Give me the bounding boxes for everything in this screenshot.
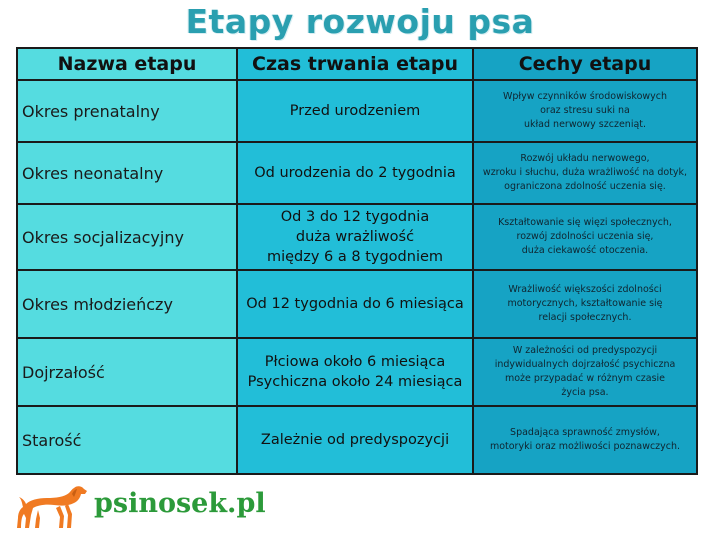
stage-name-cell: Okres prenatalny [17,80,237,142]
duration-line: Od 3 do 12 tygodnia [280,209,430,225]
stage-name-cell: Dojrzałość [17,338,237,406]
stage-name-cell: Starość [17,406,237,474]
features-line: motoryki oraz możliwości poznawczych. [489,441,681,452]
duration-line: między 6 a 8 tygodniem [266,249,444,265]
features-line: życia psa. [561,387,609,398]
page-title: Etapy rozwoju psa [185,2,535,41]
stage-features-cell [473,406,697,474]
features-line: Kształtowanie się więzi społecznych, [498,217,672,228]
features-line: motorycznych, kształtowanie się [507,298,663,309]
header-stage-features: Cechy etapu [473,48,697,80]
features-line: relacji społecznych. [538,312,632,323]
duration-line: Psychiczna około 24 miesiąca [247,374,463,390]
features-line: indywidualnych dojrzałość psychiczna [494,359,676,370]
features-line: układ nerwowy szczeniąt. [523,119,647,130]
table-row [17,338,697,406]
brand-name: psinosek.pl [94,488,266,519]
header-stage-name: Nazwa etapu [17,48,237,80]
dog-icon [16,482,88,532]
features-line: W zależności od predyspozycji [512,345,658,356]
stage-duration-cell [237,270,473,338]
duration-line: duża wrażliwość [295,229,415,245]
stage-name-cell: Okres młodzieńczy [17,270,237,338]
table-row [17,80,697,142]
duration-line: Płciowa około 6 miesiąca [264,354,446,370]
features-line: Spadająca sprawność zmysłów, [510,427,660,438]
features-line: Wpływ czynników środowiskowych [502,91,668,102]
stage-name-cell: Okres socjalizacyjny [17,204,237,270]
features-line: ograniczona zdolność uczenia się. [504,181,666,192]
duration-line: Od 12 tygodnia do 6 miesiąca [246,296,464,312]
features-line: Rozwój układu nerwowego, [520,153,650,164]
table-row [17,204,697,270]
duration-line: Zależnie od predyspozycji [260,432,450,448]
stage-features-cell [473,338,697,406]
stage-features-cell [473,142,697,204]
features-line: Wrażliwość większości zdolności [508,284,662,295]
brand-logo[interactable] [16,478,316,534]
features-line: oraz stresu suki na [540,105,630,116]
table-row [17,270,697,338]
table-row [17,406,697,474]
duration-line: Od urodzenia do 2 tygodnia [254,165,456,181]
stages-table [16,47,698,475]
stage-duration-cell [237,338,473,406]
duration-line: Przed urodzeniem [289,103,421,119]
features-line: może przypadać w różnym czasie [504,373,666,384]
stage-name-cell: Okres neonatalny [17,142,237,204]
features-line: wzroku i słuchu, duża wrażliwość na dotyk, [482,167,688,178]
table-row [17,142,697,204]
stage-features-cell [473,204,697,270]
stage-duration-cell [237,142,473,204]
stage-duration-cell [237,406,473,474]
stage-duration-cell [237,204,473,270]
header-stage-duration: Czas trwania etapu [237,48,473,80]
table-header-row [17,48,697,80]
stage-features-cell [473,80,697,142]
features-line: rozwój zdolności uczenia się, [516,231,654,242]
stage-duration-cell [237,80,473,142]
stage-features-cell [473,270,697,338]
features-line: duża ciekawość otoczenia. [521,245,649,256]
